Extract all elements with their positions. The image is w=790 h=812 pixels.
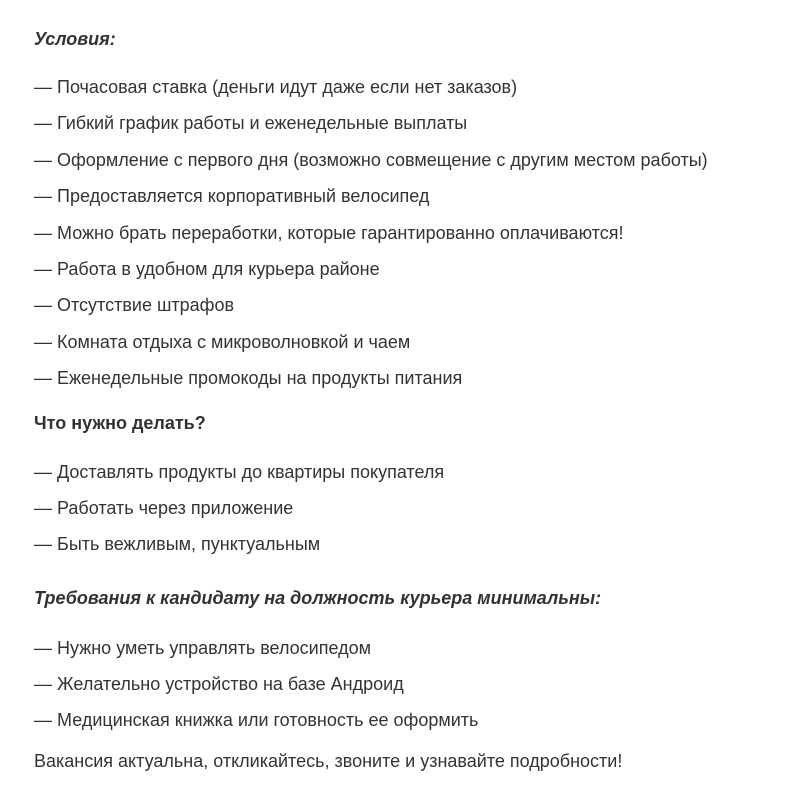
- list-item: — Работать через приложение: [34, 497, 294, 518]
- list-item: — Еженедельные промокоды на продукты питания: [34, 368, 463, 389]
- tasks-section: [34, 411, 790, 569]
- requirements-section: [34, 586, 790, 745]
- requirements-heading: Требования к кандидату на должность курьера минимальны:: [34, 587, 602, 608]
- conditions-list: [34, 75, 790, 403]
- list-item: — Доставлять продукты до квартиры покупателя: [34, 461, 445, 482]
- tasks-heading: Что нужно делать?: [34, 412, 206, 433]
- footer-text: Вакансия актуальна, откликайтесь, звоните и узнавайте подробности!: [34, 750, 623, 771]
- tasks-list: [34, 460, 790, 569]
- list-item: — Желательно устройство на базе Андроид: [34, 674, 404, 695]
- list-item: — Работа в удобном для курьера районе: [34, 258, 380, 279]
- requirements-list: [34, 636, 790, 745]
- list-item: — Отсутствие штрафов: [34, 295, 235, 316]
- list-item: — Можно брать переработки, которые гарантированно оплачиваются!: [34, 222, 624, 243]
- list-item: — Гибкий график работы и еженедельные выплаты: [34, 113, 468, 134]
- list-item: — Медицинская книжка или готовность ее оформить: [34, 710, 479, 731]
- conditions-heading: Условия:: [34, 29, 116, 49]
- list-item: — Комната отдыха с микроволновкой и чаем: [34, 331, 411, 352]
- list-item: — Предоставляется корпоративный велосипед: [34, 186, 430, 207]
- list-item: — Быть вежливым, пунктуальным: [34, 534, 321, 555]
- list-item: — Оформление с первого дня (возможно совмещение с другим местом работы): [34, 149, 708, 170]
- list-item: — Нужно уметь управлять велосипедом: [34, 637, 371, 658]
- conditions-section: [34, 27, 790, 403]
- list-item: — Почасовая ставка (деньги идут даже если нет заказов): [34, 77, 518, 97]
